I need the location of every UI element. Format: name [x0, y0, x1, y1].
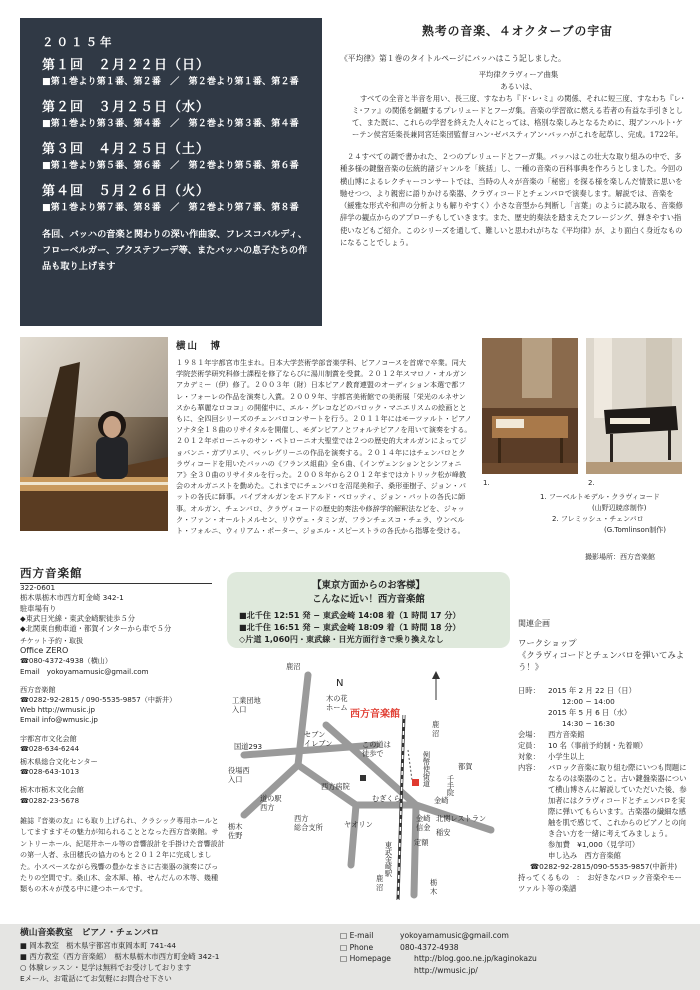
- caption-1-maker: (山野辺暁彦制作): [592, 504, 647, 512]
- map-label-senjuin: 千手院: [446, 775, 456, 797]
- hall-heading: 西方音楽館: [20, 684, 56, 694]
- session-program: ■第１巻より第１番、第２番 ／ 第２巻より第１番、第２番: [42, 76, 299, 87]
- wmusic-link[interactable]: http://wmusic.jp/: [414, 965, 478, 975]
- workshop-fee: 参加費 ¥1,000（見学可）: [548, 840, 640, 849]
- schedule-note: 各回、バッハの音楽と関わりの深い作曲家、フレスコバルディ、フローベルガー、ブクステフーデ等、またバッハの息子たちの作品も取り上げます: [42, 229, 308, 272]
- workshop-content-row: [518, 762, 688, 839]
- venue-address: [20, 583, 220, 634]
- trial-lesson-note: ○ 体験レッスン・見学は無料でお受けしております: [20, 963, 192, 972]
- train-option-2: ■北千住 16:51 発 − 東武金崎 18:09 着（1 時間 18 分）: [239, 622, 461, 632]
- related-workshop: [518, 618, 688, 894]
- map-label-tochigi-sano: 栃木 佐野: [228, 822, 243, 840]
- caption-2: 2. フレミッシュ・チェンバロ: [552, 515, 644, 523]
- culture-hall-phone[interactable]: ☎0282-23-5678: [20, 795, 80, 805]
- access-map: [226, 655, 516, 900]
- related-heading: 関連企画: [518, 619, 550, 628]
- blog-link[interactable]: http://blog.goo.ne.jp/kaginokazu: [414, 954, 537, 963]
- map-label-inaho: 稲安: [436, 828, 451, 837]
- ticket-contacts: [20, 636, 220, 814]
- map-label-kanuma-top: 鹿沼: [286, 662, 301, 671]
- photo-credit: 撮影場所：西方音楽館: [585, 553, 655, 561]
- culture-hall-name: 栃木市栃木文化会館: [20, 785, 84, 795]
- access-train: ◆東武日光線・東武金崎駅徒歩５分: [20, 613, 136, 623]
- workshop-venue-row: [518, 729, 688, 740]
- session-2: [42, 98, 322, 131]
- quote-title: 平均律クラヴィーア曲集: [478, 70, 559, 79]
- session-heading: 第２回 ３月２５日（水）: [42, 100, 211, 115]
- workshop-subtitle: 《クラヴィコードとチェンバロを弾いてみよう！》: [518, 650, 685, 672]
- map-label-kinoka: 木の花 ホーム: [326, 694, 348, 712]
- session-program: ■第１巻より第３番、第４番 ／ 第２巻より第３番、第４番: [42, 118, 299, 129]
- office-name: Office ZERO: [20, 646, 69, 656]
- postal-code: 322-0601: [20, 583, 56, 592]
- tokyo-subheading: こんなに近い！西方音楽館: [312, 594, 425, 605]
- tokyo-heading: 【東京方面からのお客様】: [312, 580, 425, 591]
- venue-title: 西方音楽館: [20, 565, 212, 584]
- session-heading: 第４回 ５月２６日（火）: [42, 184, 211, 199]
- date-key: 日時：: [518, 686, 540, 695]
- venue-key: 会場：: [518, 730, 540, 739]
- footer: [0, 924, 700, 990]
- map-label-kanasaki-station: 東武金崎駅: [384, 841, 394, 877]
- workshop-label: ワークショップ: [518, 638, 577, 648]
- parking-note: 駐車場有り: [20, 603, 57, 613]
- session-heading: 第１回 ２月２２日（日）: [42, 58, 211, 73]
- footer-homepage-row: [340, 953, 537, 976]
- map-label-seven-eleven: セブン イレブン: [304, 730, 333, 748]
- workshop-capacity-row: [518, 740, 688, 751]
- map-label-industrial-entrance: 工業団地 入口: [232, 696, 261, 714]
- content-value: バロック音楽に取り組む際にいつも問題になるのは楽器のこと。古い鍵盤楽器について横山博さんに解説していただいた後、参加者にはクラヴィコードとチェンバロを実際に弾いてもらいます。古楽器の繊細な感触を肌で感じて、これからのピアノとの向き合い方を一緒に考えてみましょう。: [548, 763, 687, 838]
- performer-biography: [176, 338, 472, 536]
- tickets-heading: チケット予約・取扱: [20, 636, 84, 645]
- session-4: [42, 182, 322, 215]
- workshop-date-row: [518, 685, 688, 729]
- capacity-key: 定員：: [518, 741, 540, 750]
- hall-contact-block: [20, 685, 220, 726]
- access-car: ◆北関東自動車道・都賀インターから車で５分: [20, 624, 172, 634]
- map-label-tsuga: 都賀: [458, 762, 473, 771]
- map-label-walking-path: この道は 徒歩で: [362, 740, 391, 758]
- footer-phone-row: [340, 942, 537, 954]
- workshop-target-row: [518, 751, 688, 762]
- target-key: 対象：: [518, 752, 540, 761]
- intro-section: [340, 22, 685, 249]
- capacity-value: 10 名（事前予約制・先着順）: [548, 741, 648, 750]
- school-name: 横山音楽教室 ピアノ・チェンバロ: [20, 928, 160, 938]
- culture-hall-1: [20, 734, 220, 778]
- footer-school-info: [20, 928, 219, 984]
- quote-or: あるいは、: [500, 82, 537, 91]
- map-label-teigaku: 定額: [414, 838, 429, 847]
- date-values: [548, 685, 636, 729]
- date-2: 2015 年 5 月 6 日（水）: [548, 708, 632, 717]
- culture-hall-name: 宇都宮市文化会館: [20, 733, 77, 743]
- office-phone[interactable]: ☎080-4372-4938（横山）: [20, 656, 112, 666]
- session-heading: 第３回 ４月２５日（土）: [42, 142, 211, 157]
- map-label-kanuma-bottom: 鹿 沼: [376, 874, 384, 892]
- school-nishikata: ■ 西方教室（西方音楽館） 栃木県栃木市西方町金崎 342-1: [20, 952, 220, 961]
- culture-hall-3: [20, 785, 220, 805]
- map-label-nishikata-office: 西方 総合支所: [294, 814, 323, 832]
- performer-photo: [20, 337, 168, 531]
- footer-contact: [340, 930, 537, 976]
- intro-body: ２４すべての調で書かれた、２つのプレリュードとフーガ集。バッハはこの壮大な取り組みの中で、多種多様の鍵盤音楽の伝統的諸ジャンルを「統括」し、一種の音楽の百科事典を作ろうとしました。今回の横山博によるレクチャーコンサートでは、当時の人々が音楽の「秘密」を探る様を楽しんだ情景に思いを馳せつつ、より親密に語りかける楽器、クラヴィコードとチェンバロで演奏します。解説では、音楽を（緩雅な形式や和声の分析よりも解りやすく）小さな音型から判断し「言葉」のように読み取る、音楽修辞学の観点からのアプローチもしていきます。また、歴史的奏法を踏まえたフレージング、弾きやすい指使いなどもご紹介。このシリーズを通して、難しいと思われがちな《平均律》が、より面白く身近なものになることでしょう。: [340, 152, 683, 248]
- session-3: [42, 140, 322, 173]
- train-option-1: ■北千住 12:51 発 − 東武金崎 14:08 着（1 時間 17 分）: [239, 610, 461, 620]
- session-1: [42, 56, 322, 89]
- map-label-restaurant: 北関レストラン: [436, 814, 487, 823]
- harpsichord-photo: [586, 338, 682, 474]
- inquiry-note: Eメール、お電話にてお気軽にお問合せ下さい: [20, 974, 172, 983]
- email-key: □ E-mail: [340, 931, 374, 940]
- date-1: 2015 年 2 月 22 日（日）: [548, 686, 636, 695]
- photo-label-2: 2.: [588, 479, 595, 487]
- photo-label-1: 1.: [483, 479, 490, 487]
- schedule-year: ２０１５年: [42, 35, 115, 49]
- map-label-mugikura: むぎくら: [372, 794, 401, 803]
- workshop-apply-phone[interactable]: ☎0282-92-2815/090-5535-9857(中新井): [530, 862, 678, 871]
- workshop-title: [518, 637, 688, 673]
- workshop-bring: 持ってくるもの ： お好きなバロック音楽やモーツァルト等の楽譜: [518, 873, 682, 893]
- hall-phone[interactable]: ☎0282-92-2815 / 090-5535-9857（中新井）: [20, 695, 177, 705]
- map-label-kanasaki: 金崎: [434, 796, 449, 805]
- time-1: 12:00 − 14:00: [562, 697, 615, 706]
- workshop-apply: 申し込み 西方音楽館: [548, 851, 621, 860]
- content-key: 内容：: [518, 763, 540, 772]
- quote-body: すべての全音と半音を用い、長三度、すなわち『ド･レ･ミ』の関係、それに短三度、すなわち『レ･ミ･ファ』の関係を網羅するプレリュードとフーガ集。音楽の学習欲に燃える若者の有益な手引きとして、また既に、これらの学習を終えた人々にとっては、格別な楽しみとなるために、現アンハルト･ケーテン侯宮廷楽長兼同宮廷楽団監督ヨハン･ゼバスティアン･バッハがこれを起草し、完成。1722年。: [352, 94, 685, 139]
- fare-note: ◇片道 1,060円・東武線・日光方面行きで乗り換えなし: [239, 634, 444, 644]
- culture-hall-name: 栃木県総合文化センター: [20, 757, 98, 767]
- performer-name: 横山 博: [176, 341, 223, 352]
- map-label-venue: 西方音楽館: [350, 709, 400, 720]
- venue-value: 西方音楽館: [548, 730, 585, 739]
- homepage-key: □ Homepage: [340, 954, 391, 963]
- map-label-route293: 国道293: [234, 742, 263, 751]
- tickets-block: [20, 636, 220, 677]
- hall-description: 雑誌『音楽の友』にも取り上げられ、クラシック専用ホールとしてますますその魅力が知られることとなった西方音楽館。サントリーホール、紀尾井ホール等の音響設計を手掛けた音響設計の第一人者、永田穂氏の協力のもと２０１２年に完成しました。小スペースながら残響の豊かなまさに古楽器の演奏にぴったりの空間です。桑山木、金木犀、椿、せんだんの木等、幾種類もの木々が茂る中に建つホールです。: [20, 816, 225, 894]
- culture-hall-phone[interactable]: ☎028-634-6244: [20, 743, 80, 753]
- map-label-michinoeki: 道の駅 西方: [260, 794, 282, 812]
- map-label-reiheishi: 例幣使街道: [422, 751, 432, 787]
- hall-email[interactable]: Email info@wmusic.jp: [20, 715, 98, 725]
- map-label-hospital: 西方病院: [321, 782, 350, 791]
- footer-email-link[interactable]: yokoyamamusic@gmail.com: [400, 931, 509, 940]
- office-email[interactable]: Email yokoyamamusic@gmail.com: [20, 666, 149, 676]
- schedule-panel: [20, 18, 322, 326]
- map-label-yakuba: 役場西 入口: [228, 766, 250, 784]
- north-arrow-label: N: [336, 678, 344, 689]
- address-line: 栃木県栃木市西方町金崎 342-1: [20, 593, 124, 603]
- intro-lead: 《平均律》第１巻のタイトルページにバッハはこう記しました。: [340, 54, 566, 63]
- map-label-tochigi-bottom: 栃 木: [430, 878, 438, 896]
- map-label-yaorin: ヤオリン: [344, 820, 373, 829]
- time-2: 14:30 − 16:30: [562, 719, 615, 728]
- caption-1: 1. フーベルトモデル・クラヴィコード: [540, 493, 660, 501]
- map-label-kanuma-right: 鹿 沼: [432, 720, 440, 738]
- session-program: ■第１巻より第７番、第８番 ／ 第２巻より第７番、第８番: [42, 202, 299, 213]
- photo-captions: [540, 492, 666, 536]
- caption-2-maker: (G.Tomlinson制作): [604, 526, 666, 534]
- map-label-shinkin: 金崎 信金: [416, 814, 431, 832]
- tokyo-access-box: [227, 572, 510, 648]
- footer-phone-link[interactable]: 080-4372-4938: [400, 942, 459, 952]
- phone-key: □ Phone: [340, 942, 374, 952]
- footer-email-row: [340, 930, 537, 942]
- hall-web-link[interactable]: Web http://wmusic.jp: [20, 705, 95, 715]
- title-page-quote: [352, 69, 685, 141]
- clavichord-photo: [482, 338, 578, 474]
- intro-title: 熟考の音楽、４オクターブの宇宙: [422, 24, 613, 38]
- homepage-links: [414, 953, 537, 976]
- target-value: 小学生以上: [548, 752, 585, 761]
- culture-hall-phone[interactable]: ☎028-643-1013: [20, 767, 80, 777]
- session-program: ■第１巻より第５番、第６番 ／ 第２巻より第５番、第６番: [42, 160, 299, 171]
- biography-text: １９８１年宇都宮市生まれ。日本大学芸術学部音楽学科、ピアノコースを首席で卒業。同大学院芸術学研究科修士課程を修了ならびに湯川制賞を受賞。２０１２年スマロノ・オルガンアカデミー（伊）修了。２００３年（財）日本ピアノ教育連盟のオーディション本選で都フレ・フォーレの作品を演奏し入賞。２００９年、宇都宮美術館での美術展「栄光のルネサンスから華麗なロココ」の開催中に、エル・グレコなどのバロック・マニエリスムの絵画とともに、全四回シリーズのチェンバロコンサートを行う。２０１１年にはモーツァルト・ピアノソナタ全１８曲のリサイタルを開催し、モダンピアノとフォルテピアノを用いて演奏をする。２０１２年ボローニャのサン・ペトローニオ大聖堂では２つの歴史的大オルガンによってジョバンニ・ガブリエリ、ベッレグリーニの作品を演奏する。２０１４年にはチェンバロとクラヴィコードを用いたバッハの《フランス組曲》全６曲、《インヴェンションとシンフォニア》全３０曲のリサイタルを行った。２００８年から２０１２年まではカトリック松が峰教会のオルガニストを勤めた。これまでにチェンバロを沼尾美和子、桑形亜樹子、ジョン・パットの各氏に師事。パイプオルガンをエドアルド・ベロッティ、ジョン・パットの各氏に師事。オルガン、チェンバロ、クラヴィコードの歴史的奏法や修辞学的解釈法などを、ジャック・ファン・オールトメルセン、リウヴェ・タミンガ、フランチェスコ・チェラ、ウンベルト・フォルニ、ウィリアム・ポーター、ジョエル・スピーストラの各氏から指導を受ける。: [176, 358, 472, 536]
- school-okamoto: ■ 岡本教室 栃木県宇都宮市東岡本町 741-44: [20, 941, 177, 950]
